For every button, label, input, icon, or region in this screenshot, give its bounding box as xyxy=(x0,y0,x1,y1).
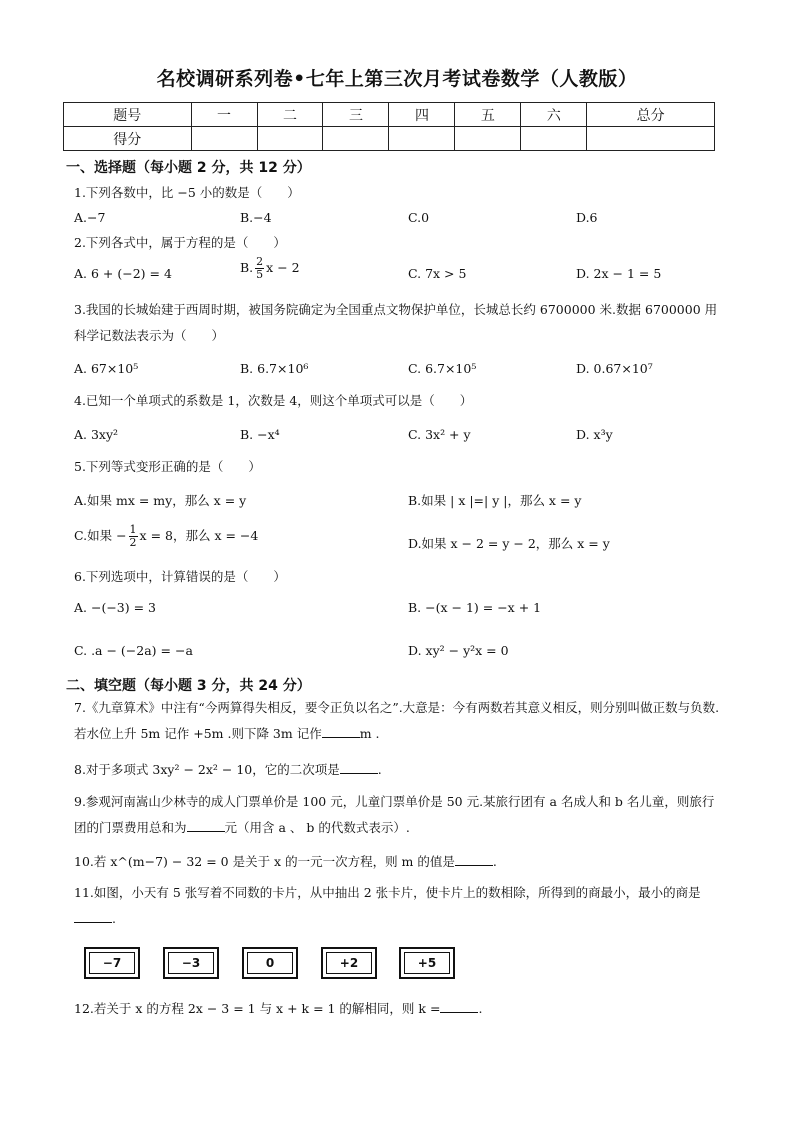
answer-blank[interactable] xyxy=(455,853,493,866)
score-cell[interactable] xyxy=(455,127,521,151)
option-c: C.0 xyxy=(408,210,430,225)
option-c: C. 3x² + y xyxy=(408,427,471,442)
fraction-denominator: 2 xyxy=(129,536,137,549)
question-7-text: 7.《九章算术》中注有“今两算得失相反，要令正负以名之”.大意是：今有两数若其意义相反，则分别叫做正数与负数.若水位上升 5m 记作 +5m .则下降 3m 记作 xyxy=(74,700,720,741)
number-card: −3 xyxy=(163,947,219,979)
score-table xyxy=(63,102,715,151)
option-b-rest: x − 2 xyxy=(266,260,300,275)
option-a: A. −(−3) = 3 xyxy=(74,600,157,615)
score-table-score-row xyxy=(64,127,715,151)
number-card: −7 xyxy=(84,947,140,979)
question-7-tail: m . xyxy=(359,726,380,741)
question-stem: 6.下列选项中，计算错误的是（ ） xyxy=(74,569,286,584)
score-header-cell: 三 xyxy=(323,103,389,127)
option-c: C. .a − (−2a) = −a xyxy=(74,643,193,658)
option-b-letter: B. xyxy=(240,260,254,275)
fraction-numerator: 1 xyxy=(129,523,137,536)
score-header-cell: 二 xyxy=(257,103,323,127)
question-11-text: 11.如图，小天有 5 张写着不同数的卡片，从中抽出 2 张卡片，使卡片上的数相除，所得到的商最小，最小的商是 xyxy=(74,885,701,900)
section-heading-fill: 二、填空题（每小题 3 分，共 24 分） xyxy=(66,678,311,694)
question-12-tail: . xyxy=(478,1001,483,1016)
question-8-text: 8.对于多项式 3xy² − 2x² − 10，它的二次项是 xyxy=(74,762,340,777)
question-stem: 5.下列等式变形正确的是（ ） xyxy=(74,459,261,474)
option-c: C. 6.7×10⁵ xyxy=(408,361,477,376)
option-a: A. 3xy² xyxy=(74,427,119,442)
option-c-rest: x = 8，那么 x = −4 xyxy=(139,528,259,543)
option-d: D.6 xyxy=(576,210,598,225)
answer-blank[interactable] xyxy=(322,725,360,738)
question-stem: 2.下列各式中，属于方程的是（ ） xyxy=(74,235,286,250)
option-b: B.如果 | x |=| y |，那么 x = y xyxy=(408,493,582,508)
question-11 xyxy=(74,880,724,932)
question-12 xyxy=(74,1000,482,1017)
option-a: A. 67×10⁵ xyxy=(74,361,139,376)
fraction xyxy=(255,256,264,281)
score-header-cell: 一 xyxy=(191,103,257,127)
score-cell[interactable] xyxy=(191,127,257,151)
answer-blank[interactable] xyxy=(340,761,378,774)
question-7 xyxy=(74,695,724,747)
score-header-cell: 题号 xyxy=(64,103,192,127)
score-cell[interactable] xyxy=(323,127,389,151)
answer-blank[interactable] xyxy=(74,910,112,923)
answer-blank[interactable] xyxy=(187,819,225,832)
option-d: D. xy² − y²x = 0 xyxy=(408,643,509,658)
option-b: B. −x⁴ xyxy=(240,427,280,442)
fraction-numerator: 2 xyxy=(256,255,264,268)
option-a: A.−7 xyxy=(74,210,106,225)
score-cell[interactable] xyxy=(521,127,587,151)
exam-title: 名校调研系列卷•七年上第三次月考试卷数学（人教版） xyxy=(156,68,638,90)
question-8-tail: . xyxy=(377,762,382,777)
option-c-prefix: C.如果 − xyxy=(74,528,127,543)
number-card: +5 xyxy=(399,947,455,979)
option-a: A.如果 mx = my，那么 x = y xyxy=(74,493,247,508)
question-8 xyxy=(74,761,382,778)
section-heading-choice: 一、选择题（每小题 2 分，共 12 分） xyxy=(66,160,311,176)
question-11-tail: . xyxy=(112,911,116,926)
fraction xyxy=(129,524,138,549)
score-header-cell: 五 xyxy=(455,103,521,127)
answer-blank[interactable] xyxy=(440,1000,478,1013)
option-a: A. 6 + (−2) = 4 xyxy=(74,266,172,281)
option-b: B. 6.7×10⁶ xyxy=(240,361,309,376)
option-d: D.如果 x − 2 = y − 2，那么 x = y xyxy=(408,536,610,551)
score-cell[interactable] xyxy=(389,127,455,151)
score-row-label: 得分 xyxy=(64,127,192,151)
score-header-cell: 六 xyxy=(521,103,587,127)
option-b: B.−4 xyxy=(240,210,272,225)
number-card: 0 xyxy=(242,947,298,979)
question-stem: 4.已知一个单项式的系数是 1，次数是 4，则这个单项式可以是（ ） xyxy=(74,393,473,408)
question-9-text: 9.参观河南嵩山少林寺的成人门票单价是 100 元，儿童门票单价是 50 元.某旅行团有 a 名成人和 b 名儿童，则旅行团的门票费用总和为 xyxy=(74,794,715,835)
score-header-cell: 四 xyxy=(389,103,455,127)
option-c xyxy=(74,524,258,549)
question-10 xyxy=(74,853,497,870)
option-d: D. 0.67×10⁷ xyxy=(576,361,653,376)
fraction-denominator: 5 xyxy=(256,268,264,281)
question-10-tail: . xyxy=(492,854,497,869)
question-10-text: 10.若 x^(m−7) − 32 = 0 是关于 x 的一元一次方程，则 m 的值是 xyxy=(74,854,455,869)
question-stem: 3.我国的长城始建于西周时期，被国务院确定为全国重点文物保护单位，长城总长约 6700000 米.数据 6700000 用科学记数法表示为（ ） xyxy=(74,302,718,343)
option-c: C. 7x > 5 xyxy=(408,266,467,281)
score-cell[interactable] xyxy=(257,127,323,151)
score-table-header-row xyxy=(64,103,715,127)
question-9 xyxy=(74,789,724,841)
question-stem: 1.下列各数中，比 −5 小的数是（ ） xyxy=(74,185,300,200)
score-cell[interactable] xyxy=(587,127,715,151)
option-b: B. −(x − 1) = −x + 1 xyxy=(408,600,542,615)
question-12-text: 12.若关于 x 的方程 2x − 3 = 1 与 x + k = 1 的解相同，则 k = xyxy=(74,1001,441,1016)
option-d: D. x³y xyxy=(576,427,613,442)
number-card: +2 xyxy=(321,947,377,979)
option-d: D. 2x − 1 = 5 xyxy=(576,266,662,281)
question-9-tail: 元（用含 a 、 b 的代数式表示）. xyxy=(224,820,410,835)
option-b xyxy=(240,256,300,281)
score-header-cell: 总分 xyxy=(587,103,715,127)
